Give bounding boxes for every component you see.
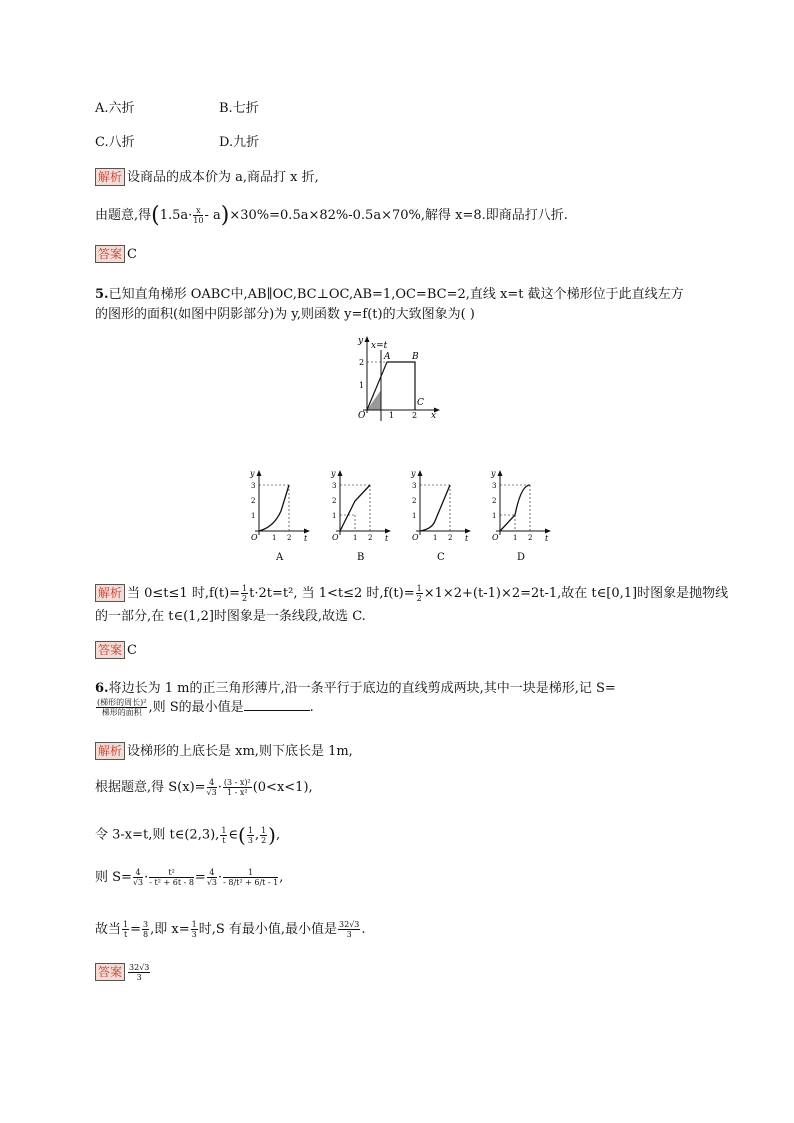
q6-sol5-f2: $\frac{3}{8}$	[143, 920, 149, 939]
ytick-3: 3	[332, 482, 337, 490]
answer-blank[interactable]	[244, 698, 310, 711]
q5-sol1-a: 当 0≤t≤1 时,f(t)=	[127, 586, 241, 601]
ytick-2: 2	[492, 497, 497, 505]
xtick-2: 2	[412, 411, 418, 420]
y-label: y	[411, 469, 416, 478]
q5-answer	[95, 641, 137, 659]
q6-sol4-f1: $\frac{4}{√3}$	[132, 868, 144, 887]
q6-answer-value: $\frac{32√3}{3}$	[129, 963, 150, 982]
answer-tag: 答案	[95, 963, 125, 981]
ytick-1: 1	[412, 512, 417, 520]
option-graph-b	[318, 465, 398, 563]
q6-solution-line5	[95, 918, 366, 939]
y-label: y	[331, 469, 336, 478]
y-label: y	[250, 469, 255, 478]
point-a-label: A	[384, 352, 391, 362]
ytick-1: 1	[492, 512, 497, 520]
q6-sol3-mid: ∈	[228, 827, 239, 843]
q6-stem-text1: 将边长为 1 m的正三角形薄片,沿一条平行于底边的直线剪成两块,其中一块是梯形,记 S=	[108, 681, 616, 696]
q6-sol5-f1: $\frac{1}{t}$	[123, 920, 129, 939]
origin: O	[251, 533, 258, 542]
q5-stem-line2: 的图形的面积(如图中阴影部分)为 y,则函数 y=f(t)的大致图象为( )	[95, 307, 475, 322]
ytick-2: 2	[359, 358, 365, 367]
q5-stem-line1	[95, 283, 684, 302]
q6-sol5-f3: $\frac{1}{3}$	[191, 920, 197, 939]
q5-sol1-frac2: $\frac{1}{2}$	[416, 584, 422, 603]
y-arrow	[418, 470, 423, 476]
q6-solution-line3: 令 3-x=t,则 t∈(2,3), $\frac{1}{t}$ ∈( $\frac{1}{3}$ , $\frac{1}{2}$ ),	[95, 823, 281, 847]
function-curve	[259, 485, 289, 531]
point-b-label: B	[412, 352, 419, 362]
t-label: t	[385, 534, 389, 543]
q6-sol5-mid: ,即 x=	[150, 922, 190, 937]
q4-option-d: D.九折	[219, 135, 260, 150]
ytick-3: 3	[412, 482, 417, 490]
q6-stem-frac: $\frac{\text{(梯形的周长)²}}{\text{梯形的面积}}$	[97, 698, 147, 717]
q6-sol5-f4: $\frac{32√3}{3}$	[339, 920, 360, 939]
q6-solution-line1	[95, 740, 353, 760]
line-label: x=t	[371, 341, 388, 351]
q4-sol2-pre: 由题意,得	[95, 208, 152, 223]
y-axis-label: y	[358, 336, 364, 346]
xtick-2: 2	[528, 534, 533, 542]
q6-sol3-pre: 令 3-x=t,则 t∈(2,3),	[95, 827, 220, 843]
option-label: B	[357, 552, 365, 563]
q6-answer	[95, 963, 151, 982]
t-label: t	[304, 534, 308, 543]
q5-stem-text1: 已知直角梯形 OABC中,AB∥OC,BC⊥OC,AB=1,OC=BC=2,直线 x=t 截这个梯形位于此直线左方	[108, 287, 684, 302]
function-curve	[420, 485, 450, 531]
x-arrow	[465, 529, 471, 534]
solution-tag: 解析	[95, 584, 125, 602]
solution-tag: 解析	[95, 168, 125, 186]
q6-stem-line2	[95, 696, 314, 717]
q5-sol1-b: t·2t=t², 当 1<t≤2 时,f(t)=	[249, 586, 415, 601]
q4-option-b: B.七折	[219, 101, 259, 116]
q6-sol3-f: $\frac{1}{t}$	[221, 825, 227, 845]
origin: O	[412, 533, 419, 542]
y-arrow	[498, 470, 503, 476]
q5-solution-line1	[95, 582, 728, 603]
q6-sol2-f2: $\frac{\text{(3 - x)²}}{\text{1 - x²}}$	[223, 778, 251, 797]
ytick-3: 3	[492, 482, 497, 490]
ytick-3: 3	[251, 482, 256, 490]
answer-tag: 答案	[95, 245, 125, 263]
q4-solution-line2: 由题意,得(1.5a· $\frac{x}{10}$ - a)×30%=0.5a×82%-0.5a×70%,解得 x=8.即商品打八折.	[95, 203, 568, 228]
q4-solution-text1: 设商品的成本价为 a,商品打 x 折,	[127, 170, 319, 185]
option-label: C	[437, 552, 445, 563]
q4-option-a: A.六折	[95, 101, 135, 116]
q5-sol1-frac1: $\frac{1}{2}$	[242, 584, 248, 603]
x-axis-label: x	[431, 411, 437, 421]
xtick-1: 1	[433, 534, 438, 542]
q6-stem-post: ,则 S的最小值是	[148, 700, 244, 715]
q6-sol4-f3: $\frac{4}{√3}$	[206, 868, 217, 887]
xtick-1: 1	[272, 534, 277, 542]
q6-sol5-pre: 故当	[95, 922, 122, 937]
origin: O	[492, 533, 499, 542]
q6-sol4-eq: =	[194, 870, 206, 885]
q6-sol4-f2: $\frac{\text{t²}}{\text{- t² + 6t - 8}}$	[149, 868, 194, 887]
t-label: t	[465, 534, 469, 543]
q6-sol3-i2: $\frac{1}{2}$	[261, 825, 267, 845]
q4-sol2-expr: 1.5a·	[159, 208, 193, 223]
ytick-1: 1	[332, 512, 337, 520]
option-graph-c	[398, 465, 478, 563]
x-arrow	[385, 529, 391, 534]
option-graph-d	[478, 465, 558, 563]
q6-sol2-f1: $\frac{4}{√3}$	[206, 778, 217, 797]
y-arrow	[257, 470, 262, 476]
xtick-1: 1	[353, 534, 358, 542]
q6-solution-line4: 则 S= $\frac{4}{√3}$ · $\frac{\text{t²}}{\text{- t² + 6t - 8}}$ = $\frac{4}{√3}$ · $\frac{1}{\text{- 8/t² + 6/t - 1}}$ ,	[95, 868, 284, 887]
q6-sol3-post: ,	[275, 827, 281, 843]
y-arrow	[338, 470, 343, 476]
option-graph-a	[237, 465, 317, 563]
q4-sol2-frac: $\frac{x}{10}$	[193, 206, 204, 225]
q6-stem-line1	[95, 677, 616, 696]
origin: O	[332, 533, 339, 542]
xtick-2: 2	[368, 534, 373, 542]
q5-solution-line2: 的一部分,在 t∈(1,2]时图象是一条线段,故选 C.	[95, 609, 366, 624]
q4-sol2-post: ×30%=0.5a×82%-0.5a×70%,解得 x=8.即商品打八折.	[229, 208, 568, 223]
q6-sol4-post: ,	[279, 870, 284, 885]
answer-tag: 答案	[95, 641, 125, 659]
q6-sol5-eq: =	[130, 922, 142, 937]
q6-sol3-i1: $\frac{1}{3}$	[247, 825, 253, 845]
q4-answer-value: C	[127, 247, 137, 262]
q6-sol2-post: (0<x<1),	[252, 780, 313, 795]
ytick-2: 2	[412, 497, 417, 505]
point-c-label: C	[417, 398, 424, 408]
q5-sol1-c: ×1×2+(t-1)×2=2t-1,故在 t∈[0,1]时图象是抛物线	[423, 586, 729, 601]
ytick-2: 2	[251, 497, 256, 505]
y-arrow	[365, 336, 370, 342]
q6-solution-line2: 根据题意,得 S(x)= $\frac{4}{√3}$ · $\frac{\text{(3 - x)²}}{\text{1 - x²}}$ (0<x<1),	[95, 778, 313, 797]
t-label: t	[545, 534, 549, 543]
q6-sol2-pre: 根据题意,得 S(x)=	[95, 780, 206, 795]
ytick-2: 2	[332, 497, 337, 505]
xtick-2: 2	[287, 534, 292, 542]
y-label: y	[491, 469, 496, 478]
q6-sol5-post: .	[361, 922, 366, 937]
q5-trapezoid-figure	[345, 333, 450, 425]
ytick-1: 1	[359, 381, 365, 390]
q6-sol4-f4: $\frac{1}{\text{- 8/t² + 6/t - 1}}$	[223, 868, 279, 887]
q6-sol1-text: 设梯形的上底长是 xm,则下底长是 1m,	[127, 744, 353, 759]
origin-label: O	[358, 411, 366, 421]
q6-stem-end: .	[309, 700, 314, 715]
q4-solution-line1	[95, 166, 319, 186]
q6-sol4-pre: 则 S=	[95, 870, 132, 885]
q5-answer-value: C	[127, 643, 137, 658]
q6-number: 6.	[95, 681, 109, 696]
xtick-1: 1	[513, 534, 518, 542]
q6-sol5-mid2: 时,S 有最小值,最小值是	[198, 922, 338, 937]
q5-number: 5.	[95, 287, 109, 302]
solution-tag: 解析	[95, 742, 125, 760]
xtick-2: 2	[448, 534, 453, 542]
x-arrow	[545, 529, 551, 534]
option-label: D	[517, 552, 526, 563]
xtick-1: 1	[389, 411, 395, 420]
x-arrow	[304, 529, 310, 534]
q4-answer	[95, 245, 137, 263]
option-label: A	[276, 552, 284, 563]
ytick-1: 1	[251, 512, 256, 520]
q4-option-c: C.八折	[95, 135, 135, 150]
q4-sol2-minus: - a	[204, 208, 221, 223]
